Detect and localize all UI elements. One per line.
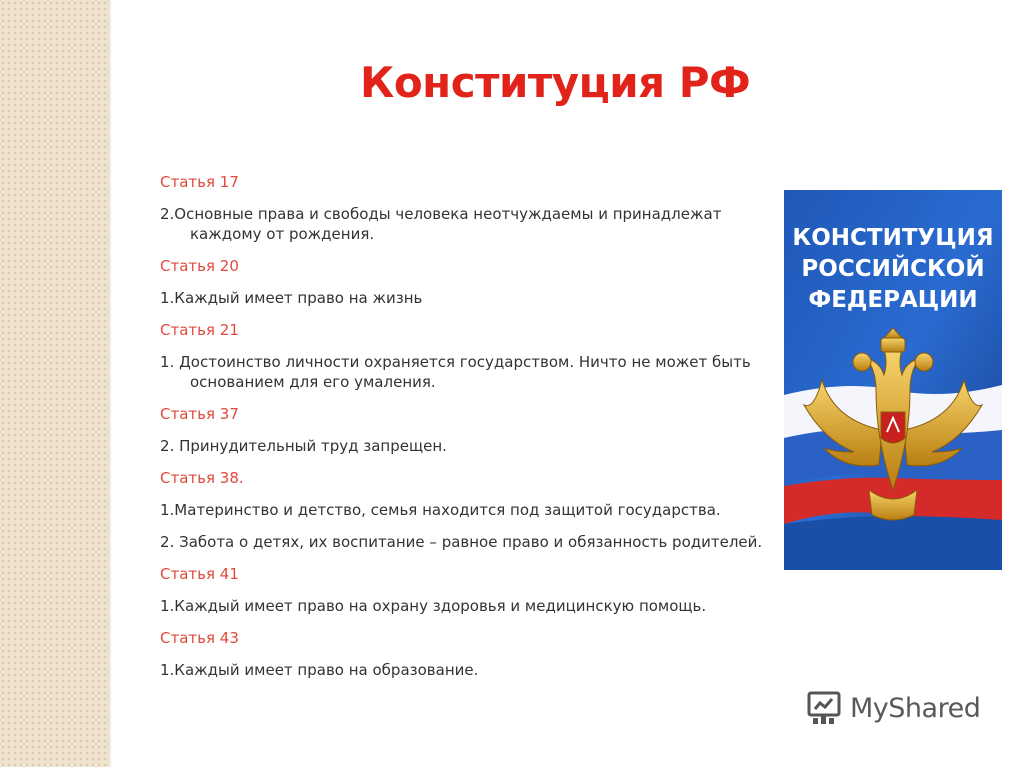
article-paragraph — [160, 532, 780, 552]
constitution-book-cover — [784, 190, 1002, 570]
article-paragraph — [160, 204, 780, 244]
article-heading: Статья 38. — [160, 469, 244, 487]
article-paragraph-line: 2.Основные права и свободы человека неотчуждаемы и принадлежат — [160, 205, 722, 223]
article-paragraph-line: 1.Материнство и детство, семья находится под защитой государства. — [160, 501, 721, 519]
article-heading: Статья 21 — [160, 321, 239, 339]
article-heading: Статья 37 — [160, 405, 239, 423]
strip-edge — [108, 0, 112, 767]
book-title-line3: ФЕДЕРАЦИИ — [808, 287, 978, 313]
article-paragraph-line: 1.Каждый имеет право на охрану здоровья и медицинскую помощь. — [160, 597, 707, 615]
article-paragraph-line: 1.Каждый имеет право на образование. — [160, 661, 479, 679]
article-paragraph-line: 1. Достоинство личности охраняется государством. Ничто не может быть — [160, 353, 751, 371]
myshared-logo-icon — [806, 690, 844, 726]
book-title-line2: РОССИЙСКОЙ — [801, 256, 985, 282]
article-paragraph-line: 2. Принудительный труд запрещен. — [160, 437, 447, 455]
article-paragraph — [160, 352, 780, 392]
article-paragraph-line: 2. Забота о детях, их воспитание – равное право и обязанность родителей. — [160, 533, 763, 551]
article-paragraph — [160, 288, 780, 308]
article-paragraph-continuation: каждому от рождения. — [190, 225, 375, 243]
decorative-left-strip — [0, 0, 110, 767]
article-paragraph — [160, 436, 780, 456]
article-paragraph — [160, 500, 780, 520]
article-paragraph — [160, 660, 780, 680]
article-heading: Статья 17 — [160, 173, 239, 191]
article-paragraph — [160, 596, 780, 616]
article-heading: Статья 41 — [160, 565, 239, 583]
article-heading: Статья 43 — [160, 629, 239, 647]
article-paragraph-line: 1.Каждый имеет право на жизнь — [160, 289, 423, 307]
watermark-text: MyShared — [850, 692, 981, 724]
book-title-line1: КОНСТИТУЦИЯ — [792, 225, 994, 251]
articles-list — [160, 172, 780, 692]
watermark — [806, 688, 980, 728]
slide-title: Конституция РФ — [360, 58, 751, 107]
article-paragraph-continuation: основанием для его умаления. — [190, 373, 436, 391]
article-heading: Статья 20 — [160, 257, 239, 275]
